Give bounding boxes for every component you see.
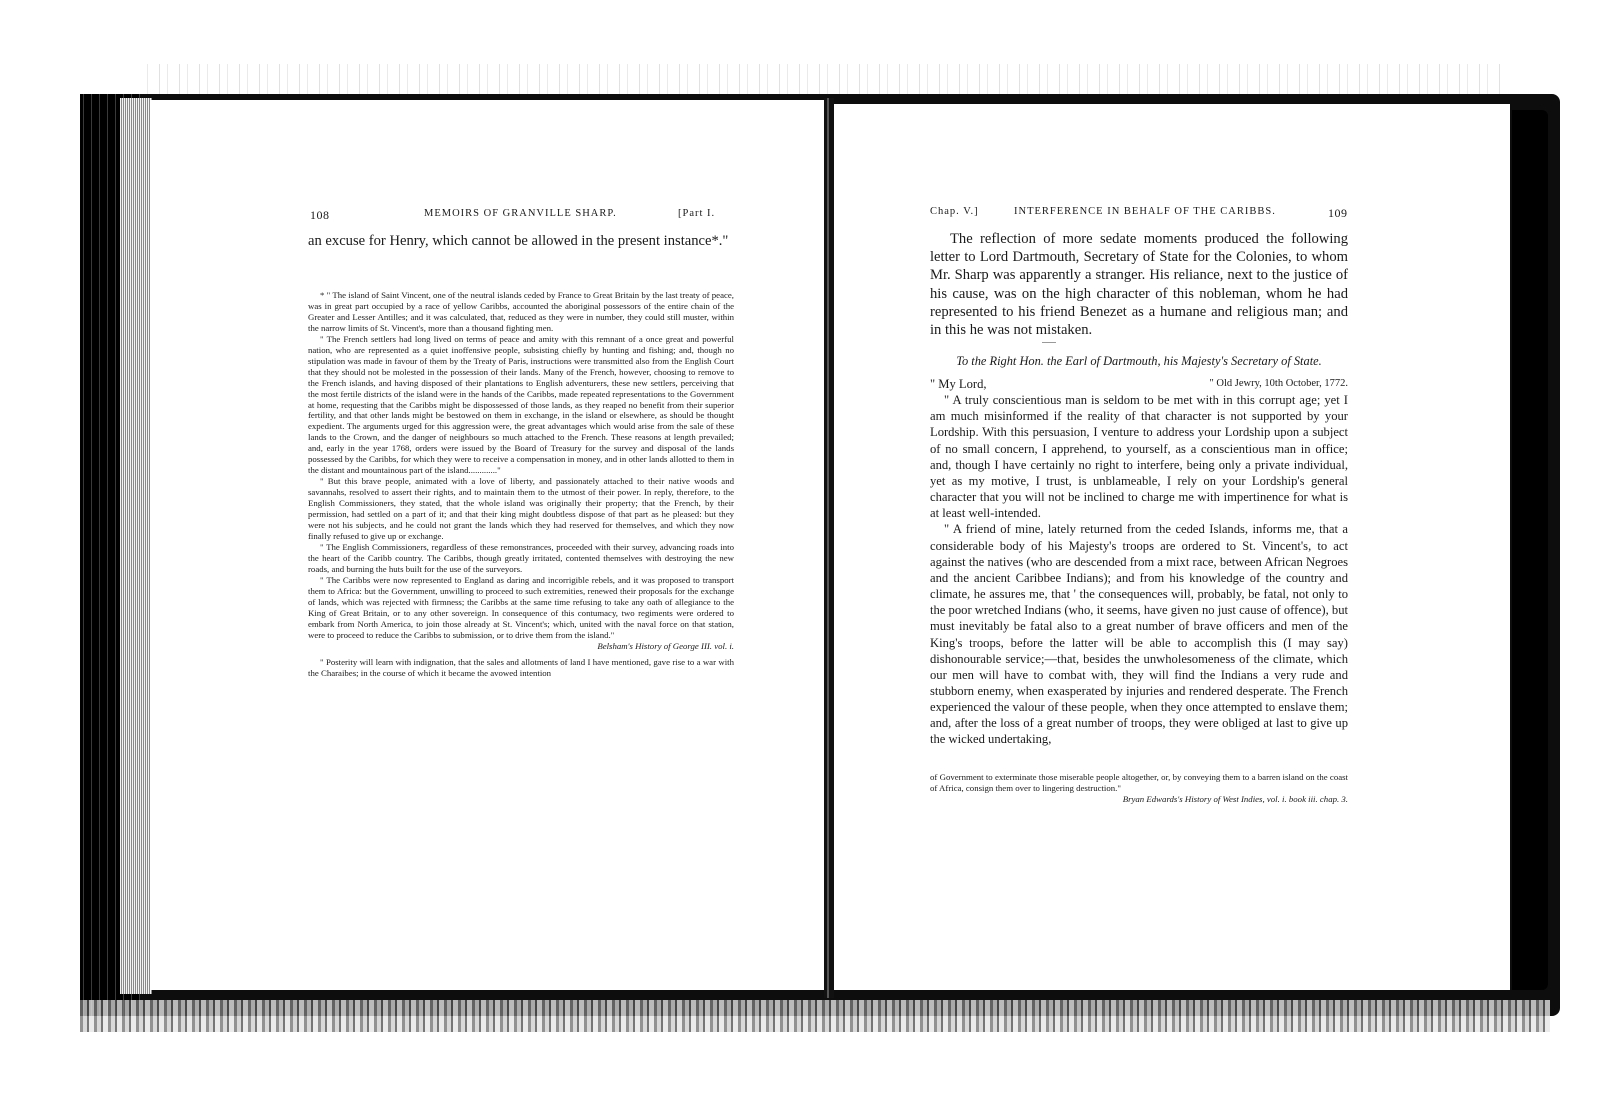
book-cover-right bbox=[1512, 110, 1548, 990]
footnote-paragraph: " But this brave people, animated with a love of liberty, and passionately attached to their native woods and savannahs, resolved to assert their rights, and to maintain them to the utmost of their power. In reply, therefore, to the English Commissioners, they stated, that the whole island was originally their property; that the French, by their permission, had settled on a part of it; and that their king might doubtless dispose of that part as he pleased: but they were not his subjects, and he could not grant the lands which they had reserved for themselves, and which they now finally refused to give up or exchange. bbox=[308, 476, 734, 541]
left-footnote bbox=[308, 290, 734, 679]
footnote-paragraph: " The English Commissioners, regardless of these remonstrances, proceeded with their survey, advancing roads into the heart of the Caribb country. The Caribbs, though greatly irritated, contented themselves with destroying the new roads, and burning the huts built for the use of the surveyors. bbox=[308, 541, 734, 574]
left-running-title: MEMOIRS OF GRANVILLE SHARP. bbox=[424, 208, 617, 219]
letter-body bbox=[930, 376, 1348, 748]
section-rule bbox=[1042, 342, 1056, 343]
left-part-label: [Part I. bbox=[678, 208, 716, 219]
right-footnote-source: Bryan Edwards's History of West Indies, vol. i. book iii. chap. 3. bbox=[1122, 793, 1348, 804]
right-lead-paragraph: The reflection of more sedate moments produced the following letter to Lord Dartmouth, Secretary of State for the Colonies, to whom Mr. Sharp was apparently a stranger. His reliance, next to the justice of his cause, was on the high character of this nobleman, whom he had represented to his friend Benezet as a humane and religious man; and in this he was not mistaken. bbox=[930, 231, 1348, 339]
right-running-head bbox=[834, 206, 1510, 222]
right-chapter-label: Chap. V.] bbox=[930, 206, 979, 217]
footnote-paragraph: * " The island of Saint Vincent, one of the neutral islands ceded by France to Great Britain by the last treaty of peace, was in great part occupied by a race of yellow Caribbs, accounted the aboriginal possessors of the entire chain of the Greater and Lesser Antilles; and it was calculated, that, reduced as they were in number, they could still muster, within the narrow limits of St. Vincent's, more than a thousand fighting men. bbox=[308, 290, 734, 333]
right-page bbox=[834, 104, 1510, 990]
footnote-source: Belsham's History of George III. vol. i. bbox=[597, 640, 734, 651]
letter-dateline: " Old Jewry, 10th October, 1772. bbox=[1209, 378, 1348, 389]
left-lead-paragraph: an excuse for Henry, which cannot be allowed in the present instance*." bbox=[308, 233, 729, 249]
letter-heading: To the Right Hon. the Earl of Dartmouth, his Majesty's Secretary of State. bbox=[956, 354, 1322, 368]
page-edges bbox=[120, 98, 152, 994]
letter-paragraph: " A truly conscientious man is seldom to be met with in this corrupt age; yet I am much misinformed if the reality of that character is not supported by your Lordship. With this persuasion, I venture to address your Lordship upon a subject of no small concern, I apprehend, to yourself, as a conscientious man in office; and, though I have certainly no right to interfere, being only a private individual, yet as my motive, I trust, is unblameable, I rely on your Lordship's general character that you will not be inclined to charge me with impertinence for what is at least well-intended. bbox=[930, 393, 1348, 521]
right-page-number: 109 bbox=[1328, 206, 1348, 220]
right-running-title: INTERFERENCE IN BEHALF OF THE CARIBBS. bbox=[1014, 206, 1276, 217]
left-page bbox=[150, 100, 824, 990]
footnote-paragraph: " The French settlers had long lived on terms of peace and amity with this remnant of a once great and powerful nation, who are represented as a quiet inoffensive people, subsisting chiefly by hunting and fishing; and, though no stipulation was made in favour of them by the Treaty of Paris, instructions were transmitted also from the English Court that they should not be molested in the possession of their lands. Many of the French, however, choosing to remove to the French islands, and having disposed of their plantations to English adventurers, these new settlers, perceiving that the most fertile districts of the island were in the hands of the Caribbs, made repeated representations to the Government at home, requesting that the Caribbs might be dispossessed of those lands, as they reaped no benefit from their superior fertility, and that other lands might be bestowed on them in exchange, in the island or elsewhere, as should be thought expedient. The arguments urged for this aggression were, the great advantages which would arise from the sale of these lands to the Crown, and the danger of neighbours so much attached to the French. These reasons at length prevailed; and, early in the year 1768, orders were issued by the Board of Treasury for the survey and disposal of the lands possessed by the Caribbs, for which they were to receive a compensation in money, and in other lands allotted to them in the distant and mountainous part of the island............." bbox=[308, 333, 734, 476]
letter-salutation: " My Lord, bbox=[930, 377, 987, 391]
footnote-paragraph: " The Caribbs were now represented to England as daring and incorrigible rebels, and it was proposed to transport them to Africa: but the Government, unwilling to proceed to such extremities, renewed their proposals for the exchange of lands, which was rejected with firmness; the Caribbs at the same time refusing to take any oath of allegiance to the King of Great Britain, or to any other sovereign. In consequence of this contumacy, two regiments were ordered to embark from North America, to join those already at St. Vincent's; which, united with the naval force on that station, were to proceed to reduce the Caribbs to submission, or to drive them from the island." bbox=[308, 574, 734, 640]
letter-salutation-line bbox=[930, 376, 1348, 392]
footnote-paragraph: " Posterity will learn with indignation, that the sales and allotments of land I have mentioned, gave rise to a war with the Charaibes; in the course of which it became the avowed intention bbox=[308, 657, 734, 679]
right-lead-text bbox=[930, 230, 1348, 339]
right-footnote bbox=[930, 772, 1348, 805]
letter-paragraph: " A friend of mine, lately returned from the ceded Islands, informs me, that a considerable body of his Majesty's troops are ordered to St. Vincent's, to act against the natives (who are descended from a mixt race, between African Negroes and the ancient Caribbee Indians); and from his knowledge of the country and climate, he assures me, that ' the consequences will, probably, be fatal, not only to the poor wretched Indians (who, it seems, have given no just cause of offence), but must inevitably be fatal also to a great number of brave officers and men of the King's troops, before the latter will be able to accomplish this (I may say) dishonourable service;—that, besides the unwholesomeness of the climate, which our men will have to combat with, they will find the Indians a very rude and stubborn enemy, when exasperated by injuries and rendered desperate. The French experienced the valour of these people, when they once attempted to enslave them; and, after the loss of a great number of troops, they were obliged at last to give up the wicked undertaking, bbox=[930, 522, 1348, 747]
right-footnote-text: of Government to exterminate those miserable people altogether, or, by conveying them to a barren island on the coast of Africa, consign them over to lingering destruction." bbox=[930, 772, 1348, 793]
scan-noise-bottom bbox=[80, 1000, 1550, 1032]
left-lead-text bbox=[308, 232, 734, 250]
left-page-number: 108 bbox=[310, 208, 330, 222]
book-gutter bbox=[824, 98, 834, 998]
left-running-head bbox=[150, 208, 824, 224]
